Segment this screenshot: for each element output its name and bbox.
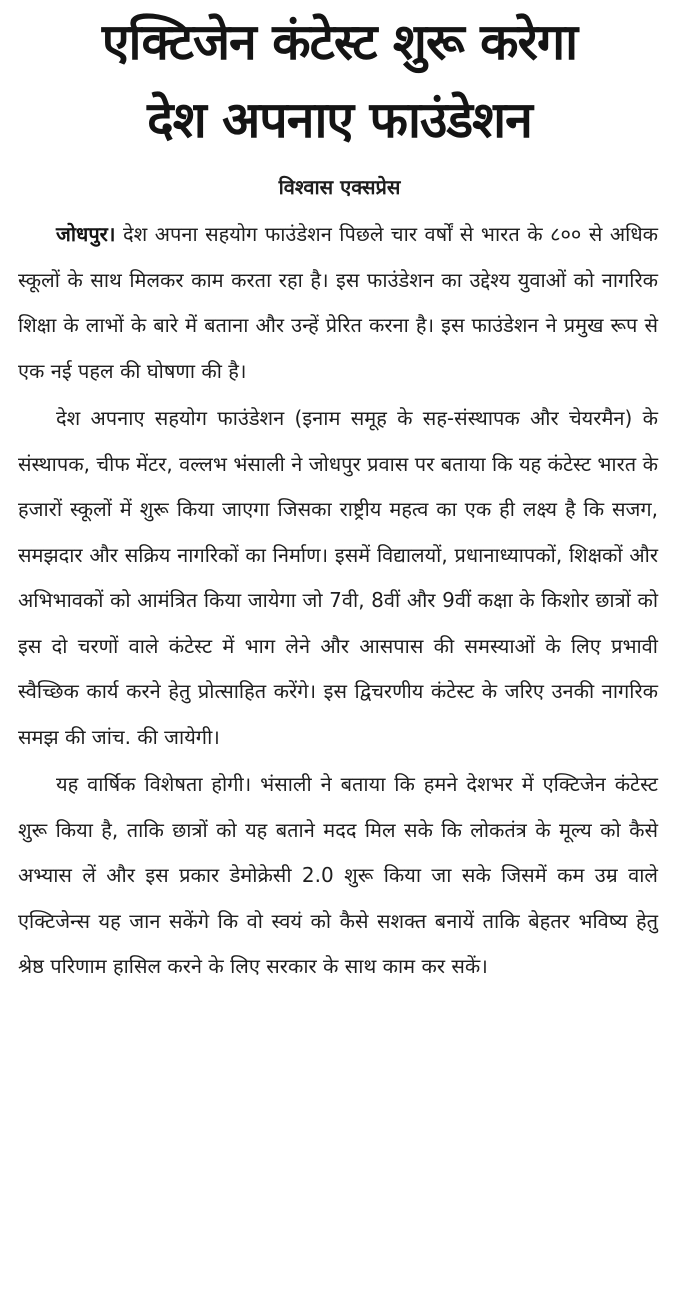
headline-line-1: एक्टिजेन कंटेस्ट शुरू करेगा — [101, 13, 578, 71]
article-body — [18, 212, 658, 990]
paragraph-1-text: देश अपना सहयोग फाउंडेशन पिछले चार वर्षों से भारत के ८०० से अधिक स्कूलों के साथ मिलकर काम करता रहा है। इस फाउंडेशन का उद्देश्य युवाओं को नागरिक शिक्षा के लाभों के बारे में बताना और उन्हें प्रेरित करना है। इस फाउंडेशन ने प्रमुख रूप से एक नई पहल की घोषणा की है। — [18, 222, 658, 383]
paragraph-1 — [18, 212, 658, 394]
paragraph-3: यह वार्षिक विशेषता होगी। भंसाली ने बताया कि हमने देशभर में एक्टिजेन कंटेस्ट शुरू किया है, ताकि छात्रों को यह बताने मदद मिल सके कि लोकतंत्र के मूल्य को कैसे अभ्यास लें और इस प्रकार डेमोक्रेसी 2.0 शुरू किया जा सके जिसमें कम उम्र वाले एक्टिजेन्स यह जान सकेंगे कि वो स्वयं को कैसे सशक्त बनायें ताकि बेहतर भविष्य हेतु श्रेष्ठ परिणाम हासिल करने के लिए सरकार के साथ काम कर सकें। — [18, 772, 658, 978]
byline: विश्वास एक्सप्रेस — [278, 175, 401, 199]
paragraph-2: देश अपनाए सहयोग फाउंडेशन (इनाम समूह के सह-संस्थापक और चेयरमैन) के संस्थापक, चीफ मेंटर, वल्लभ भंसाली ने जोधपुर प्रवास पर बताया कि यह कंटेस्ट भारत के हजारों स्कूलों में शुरू किया जाएगा जिसका राष्ट्रीय महत्व का एक ही लक्ष्य है कि सजग, समझदार और सक्रिय नागरिकों का निर्माण। इसमें विद्यालयों, प्रधानाध्यापकों, शिक्षकों और अभिभावकों को आमंत्रित किया जायेगा जो 7वी, 8वीं और 9वीं कक्षा के किशोर छात्रों को इस दो चरणों वाले कंटेस्ट में भाग लेने और आसपास की समस्याओं के लिए प्रभावी स्वैच्छिक कार्य करने हेतु प्रोत्साहित करेंगे। इस द्विचरणीय कंटेस्ट के जरिए उनकी नागरिक समझ की जांच. की जायेगी। — [18, 406, 658, 749]
dateline: जोधपुर। — [56, 222, 116, 246]
headline-line-2: देश अपनाए फाउंडेशन — [147, 91, 532, 149]
